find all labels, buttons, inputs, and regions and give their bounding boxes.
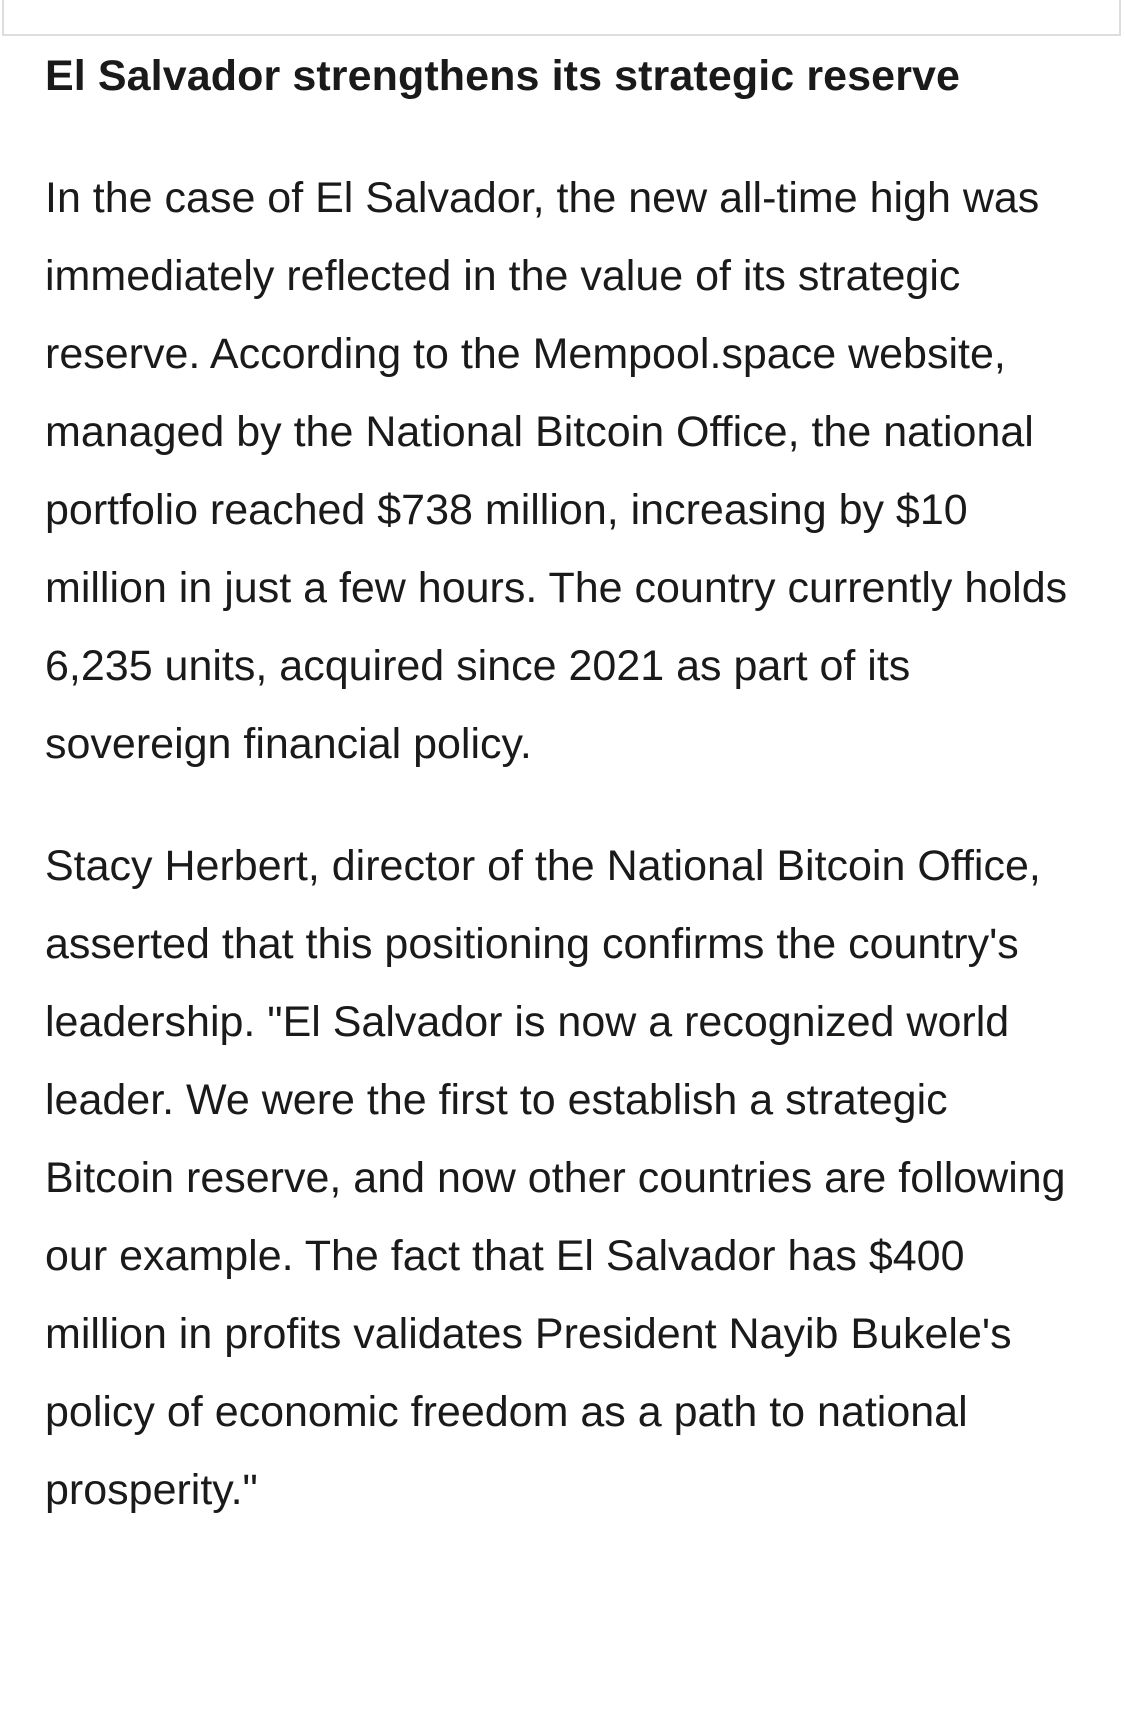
article-paragraph-1: In the case of El Salvador, the new all-time high was immediately reflected in the value of its strategic reserve. According to the Mempool.space website, managed by the National Bitcoin Office, the national portfolio reached $738 million, increasing by $10 million in just a few hours. The country currently holds 6,235 units, acquired since 2021 as part of its sovereign financial policy. — [45, 174, 1068, 768]
article-body — [45, 44, 1085, 1529]
article-headline: El Salvador strengthens its strategic reserve — [45, 52, 961, 100]
article-paragraph-2: Stacy Herbert, director of the National Bitcoin Office, asserted that this positioning confirms the country's leadership. "El Salvador is now a recognized world leader. We were the first to establish a strategic Bitcoin reserve, and now other countries are following our example. The fact that El Salvador has $400 million in profits validates President Nayib Bukele's policy of economic freedom as a path to national prosperity." — [45, 842, 1066, 1514]
previous-content-frame — [2, 0, 1121, 36]
